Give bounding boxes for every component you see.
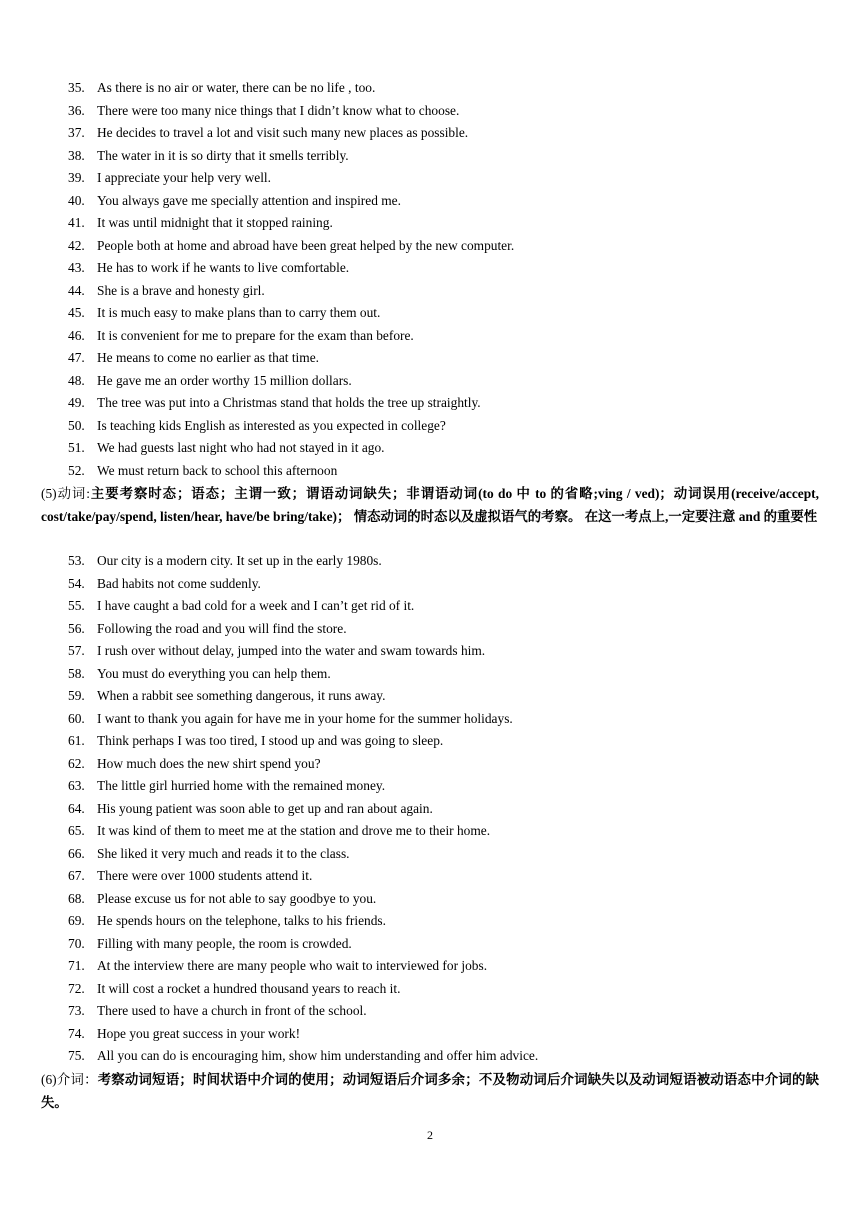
item-sentence: He has to work if he wants to live comfortable. xyxy=(97,260,350,275)
item-sentence: Hope you great success in your work! xyxy=(97,1025,301,1041)
item-sentence: The water in it is so dirty that it smells terribly. xyxy=(97,147,349,163)
item-number: 75. xyxy=(68,1048,85,1063)
item-sentence: He spends hours on the telephone, talks to his friends. xyxy=(97,913,386,928)
list-item xyxy=(0,122,860,145)
list-item xyxy=(0,955,860,978)
sentence-list-2 xyxy=(0,550,860,1068)
list-item xyxy=(0,325,860,348)
list-item xyxy=(0,145,860,168)
section-5-lead: (5)动词: xyxy=(41,486,90,501)
item-sentence: There used to have a church in front of the school. xyxy=(97,1003,367,1018)
item-sentence: It was until midnight that it stopped raining. xyxy=(97,215,333,230)
list-item xyxy=(0,257,860,280)
item-sentence: She is a brave and honesty girl. xyxy=(97,282,265,298)
item-number: 59. xyxy=(68,688,85,703)
item-sentence: Bad habits not come suddenly. xyxy=(97,575,261,591)
item-sentence: The tree was put into a Christmas stand that holds the tree up straightly. xyxy=(97,395,481,410)
item-number: 44. xyxy=(68,282,85,298)
item-sentence: You always gave me specially attention and inspired me. xyxy=(97,192,401,208)
list-item xyxy=(0,663,860,686)
list-item xyxy=(0,167,860,190)
item-sentence: Following the road and you will find the store. xyxy=(97,620,347,636)
section-5-heading xyxy=(41,483,819,528)
list-item xyxy=(0,100,860,123)
list-item xyxy=(0,888,860,911)
item-number: 68. xyxy=(68,890,85,906)
item-number: 41. xyxy=(68,215,85,230)
page-number: 2 xyxy=(427,1128,433,1142)
item-sentence: As there is no air or water, there can be no life , too. xyxy=(97,80,376,95)
list-item xyxy=(0,392,860,415)
item-number: 54. xyxy=(68,575,85,591)
item-number: 49. xyxy=(68,395,85,410)
item-sentence: We must return back to school this afternoon xyxy=(97,462,338,478)
sentence-list-1 xyxy=(0,77,860,482)
item-number: 64. xyxy=(68,800,85,816)
list-item xyxy=(0,753,860,776)
list-item xyxy=(0,775,860,798)
item-sentence: He means to come no earlier as that time. xyxy=(97,350,319,365)
item-number: 36. xyxy=(68,102,85,118)
item-number: 47. xyxy=(68,350,85,365)
item-sentence: Think perhaps I was too tired, I stood up and was going to sleep. xyxy=(97,733,444,748)
list-item xyxy=(0,1045,860,1068)
item-sentence: There were over 1000 students attend it. xyxy=(97,868,313,883)
item-number: 62. xyxy=(68,755,85,771)
item-number: 35. xyxy=(68,80,85,95)
item-number: 69. xyxy=(68,913,85,928)
item-number: 37. xyxy=(68,125,85,140)
item-number: 63. xyxy=(68,778,85,793)
section-6-lead: (6)介词： xyxy=(41,1072,98,1087)
item-sentence: It is much easy to make plans than to carry them out. xyxy=(97,305,381,320)
item-number: 56. xyxy=(68,620,85,636)
item-sentence: There were too many nice things that I didn’t know what to choose. xyxy=(97,102,460,118)
item-sentence: I appreciate your help very well. xyxy=(97,170,271,185)
item-sentence: She liked it very much and reads it to the class. xyxy=(97,845,350,861)
item-number: 58. xyxy=(68,665,85,681)
item-sentence: It was kind of them to meet me at the station and drove me to their home. xyxy=(97,823,491,838)
item-number: 60. xyxy=(68,710,85,726)
item-sentence: Please excuse us for not able to say goodbye to you. xyxy=(97,890,377,906)
item-number: 73. xyxy=(68,1003,85,1018)
list-item xyxy=(0,370,860,393)
list-item xyxy=(0,437,860,460)
list-item xyxy=(0,978,860,1001)
list-item xyxy=(0,280,860,303)
list-item xyxy=(0,302,860,325)
list-item xyxy=(0,1023,860,1046)
item-number: 72. xyxy=(68,980,85,996)
item-sentence: You must do everything you can help them. xyxy=(97,665,331,681)
item-number: 46. xyxy=(68,327,85,343)
list-item xyxy=(0,708,860,731)
list-item xyxy=(0,640,860,663)
item-sentence: He decides to travel a lot and visit such many new places as possible. xyxy=(97,125,469,140)
item-number: 45. xyxy=(68,305,85,320)
list-item xyxy=(0,190,860,213)
list-item xyxy=(0,460,860,483)
list-item xyxy=(0,77,860,100)
item-number: 70. xyxy=(68,935,85,951)
item-sentence: People both at home and abroad have been great helped by the new computer. xyxy=(97,237,515,253)
list-item xyxy=(0,573,860,596)
item-number: 55. xyxy=(68,598,85,613)
list-item xyxy=(0,685,860,708)
item-number: 52. xyxy=(68,462,85,478)
list-item xyxy=(0,415,860,438)
item-sentence: I want to thank you again for have me in your home for the summer holidays. xyxy=(97,710,513,726)
item-number: 38. xyxy=(68,147,85,163)
list-item xyxy=(0,347,860,370)
item-sentence: At the interview there are many people who wait to interviewed for jobs. xyxy=(97,958,488,973)
item-number: 39. xyxy=(68,170,85,185)
item-sentence: His young patient was soon able to get up and ran about again. xyxy=(97,800,433,816)
item-number: 51. xyxy=(68,440,85,455)
item-number: 53. xyxy=(68,553,85,568)
item-number: 42. xyxy=(68,237,85,253)
item-sentence: Is teaching kids English as interested as you expected in college? xyxy=(97,417,446,433)
item-number: 50. xyxy=(68,417,85,433)
list-item xyxy=(0,235,860,258)
section-6-heading xyxy=(41,1069,819,1114)
item-number: 43. xyxy=(68,260,85,275)
item-sentence: How much does the new shirt spend you? xyxy=(97,755,321,771)
item-sentence: It is convenient for me to prepare for the exam than before. xyxy=(97,327,414,343)
list-item xyxy=(0,730,860,753)
list-item xyxy=(0,212,860,235)
item-sentence: All you can do is encouraging him, show him understanding and offer him advice. xyxy=(97,1048,539,1063)
item-sentence: When a rabbit see something dangerous, it runs away. xyxy=(97,688,386,703)
item-number: 67. xyxy=(68,868,85,883)
item-sentence: We had guests last night who had not stayed in it ago. xyxy=(97,440,385,455)
item-number: 40. xyxy=(68,192,85,208)
list-item xyxy=(0,595,860,618)
list-item xyxy=(0,618,860,641)
list-item xyxy=(0,550,860,573)
list-item xyxy=(0,798,860,821)
item-number: 66. xyxy=(68,845,85,861)
item-number: 74. xyxy=(68,1025,85,1041)
list-item xyxy=(0,843,860,866)
item-sentence: Filling with many people, the room is crowded. xyxy=(97,935,352,951)
section-5-description: 主要考察时态；语态；主谓一致；谓语动词缺失；非谓语动词(to do 中 to 的省略;ving / ved)；动词误用(receive/accept, cost/take/pay/spend, listen/hear, have/be bring/take)； 情态动词的时态以及虚拟语气的考察。 在这一考点上,一定要注意 and 的重要性 xyxy=(41,486,819,524)
item-number: 71. xyxy=(68,958,85,973)
item-sentence: It will cost a rocket a hundred thousand years to reach it. xyxy=(97,980,401,996)
item-number: 48. xyxy=(68,372,85,388)
item-sentence: The little girl hurried home with the remained money. xyxy=(97,778,386,793)
item-number: 65. xyxy=(68,823,85,838)
item-sentence: I have caught a bad cold for a week and I can’t get rid of it. xyxy=(97,598,415,613)
list-item xyxy=(0,910,860,933)
item-sentence: He gave me an order worthy 15 million dollars. xyxy=(97,372,352,388)
list-item xyxy=(0,865,860,888)
list-item xyxy=(0,933,860,956)
item-sentence: I rush over without delay, jumped into the water and swam towards him. xyxy=(97,643,486,658)
list-item xyxy=(0,820,860,843)
list-item xyxy=(0,1000,860,1023)
item-number: 61. xyxy=(68,733,85,748)
item-number: 57. xyxy=(68,643,85,658)
item-sentence: Our city is a modern city. It set up in the early 1980s. xyxy=(97,553,382,568)
section-6-description: 考察动词短语；时间状语中介词的使用；动词短语后介词多余；不及物动词后介词缺失以及动词短语被动语态中介词的缺失。 xyxy=(41,1072,819,1110)
